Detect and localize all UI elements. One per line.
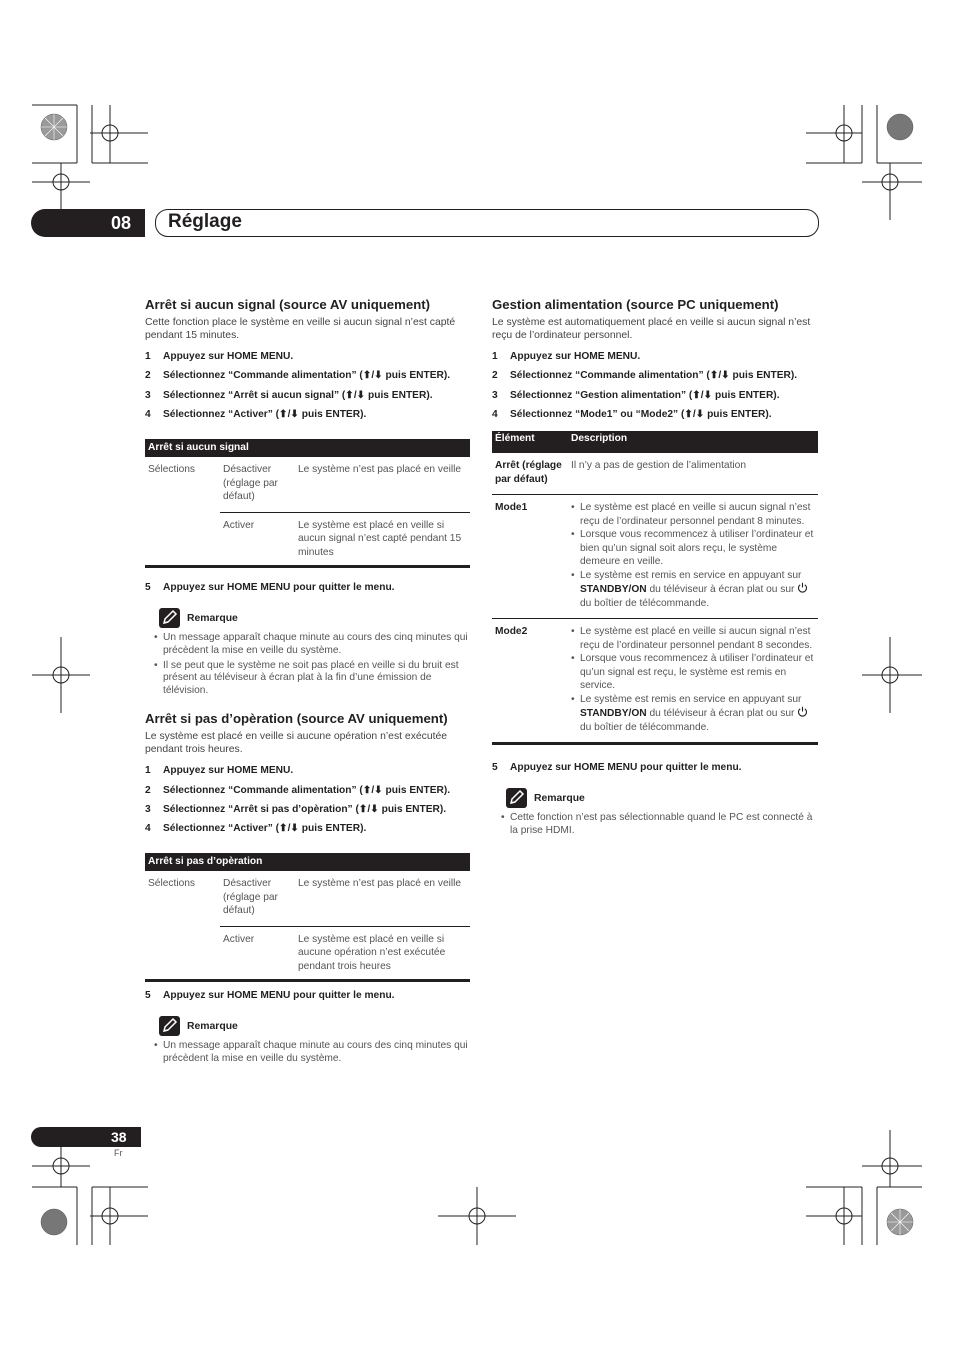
step-item (492, 761, 818, 774)
step-item (145, 784, 471, 797)
page-language: Fr (114, 1148, 123, 1158)
power-management-table (492, 431, 818, 745)
table-row (492, 453, 818, 495)
step-text: Appuyez sur HOME MENU pour quitter le menu. (163, 582, 395, 594)
note-block (145, 608, 471, 698)
step-number: 2 (145, 784, 151, 796)
right-column (492, 297, 818, 840)
pencil-icon (159, 608, 180, 628)
step-text: Appuyez sur HOME MENU pour quitter le menu. (163, 990, 395, 1002)
note-block (145, 1016, 471, 1066)
note-item: • Un message apparaît chaque minute au cours des cinq minutes qui précèdent la mise en veille du système. (145, 1040, 471, 1066)
chapter-title-bar (155, 209, 819, 237)
note-header (159, 608, 471, 628)
note-header (506, 788, 818, 808)
bullet-item: • Lorsque vous recommencez à utiliser l’ordinateur et bien qu’un signal soit alors reçu, le système demeure en veille. (571, 528, 815, 569)
step-list (492, 761, 818, 774)
note-title: Remarque (534, 792, 585, 804)
note-item: • Il se peut que le système ne soit pas placé en veille si du bruit est présent au téléviseur à écran plat à la fin d’une émission de télévision. (145, 660, 471, 698)
left-column (145, 297, 471, 1068)
note-list (145, 1040, 471, 1066)
power-icon (797, 584, 808, 595)
option-description: Le système n’est pas placé en veille (295, 457, 470, 512)
step-item (492, 389, 818, 402)
note-item: • Un message apparaît chaque minute au cours des cinq minutes qui précèdent la mise en veille du système. (145, 632, 471, 658)
step-text: Sélectionnez “Activer” (⬆/⬇ puis ENTER). (163, 823, 367, 835)
note-header (159, 1016, 471, 1036)
section-intro: Le système est placé en veille si aucune opération n’est exécutée pendant trois heures. (145, 731, 448, 755)
bullet-item: • Lorsque vous recommencez à utiliser l’ordinateur et qu’un signal est reçu, le système est remis en service. (571, 652, 815, 693)
table-col-header: Élément (492, 431, 568, 453)
table-header: Arrêt si pas d’opèration (145, 853, 470, 871)
step-text: Sélectionnez “Mode1” ou “Mode2” (⬆/⬇ puis ENTER). (510, 409, 772, 421)
step-item (145, 764, 471, 777)
note-title: Remarque (187, 1020, 238, 1032)
step-item (492, 369, 818, 382)
step-number: 5 (145, 582, 151, 594)
step-item (145, 803, 471, 816)
chapter-title: Réglage (168, 211, 242, 232)
step-number: 4 (145, 823, 151, 835)
step-item (492, 408, 818, 421)
bullet-text: du boîtier de télécommande. (580, 721, 710, 733)
step-item (145, 822, 471, 835)
step-number: 5 (492, 762, 498, 774)
section-no-signal (145, 297, 471, 698)
step-number: 2 (492, 370, 498, 382)
step-number: 1 (145, 351, 151, 363)
bullet-item (571, 569, 815, 611)
step-list (145, 350, 471, 421)
bullet-text: du boîtier de télécommande. (580, 597, 710, 609)
section-no-operation (145, 711, 471, 1066)
option-description: Le système est placé en veille si aucune opération n’est exécutée pendant trois heures (298, 933, 446, 972)
step-number: 2 (145, 370, 151, 382)
note-list (492, 812, 818, 838)
step-number: 4 (145, 409, 151, 421)
step-text: Appuyez sur HOME MENU pour quitter le menu. (510, 762, 742, 774)
step-list (492, 350, 818, 421)
option-description: Le système n’est pas placé en veille (295, 871, 470, 926)
note-block (492, 788, 818, 838)
step-item (492, 350, 818, 363)
option-name: Activer (223, 519, 255, 531)
standby-label: STANDBY/ON (580, 584, 647, 596)
row-key: Mode2 (492, 619, 568, 744)
pencil-icon (159, 1016, 180, 1036)
step-text: Sélectionnez “Arrêt si aucun signal” (⬆/⬇ puis ENTER). (163, 389, 433, 401)
section-intro: Cette fonction place le système en veille si aucun signal n’est capté pendant 15 minutes. (145, 317, 456, 341)
step-number: 1 (145, 765, 151, 777)
step-text: Sélectionnez “Gestion alimentation” (⬆/⬇ puis ENTER). (510, 389, 780, 401)
row-key: Mode1 (492, 495, 568, 619)
note-list (145, 632, 471, 698)
section-heading: Gestion alimentation (source PC uniquement) (492, 297, 779, 312)
step-number: 4 (492, 409, 498, 421)
step-item (145, 989, 471, 1002)
step-item (145, 350, 471, 363)
option-name: Désactiver (réglage par défaut) (220, 457, 295, 512)
table-row (145, 457, 470, 512)
bullet-list (571, 625, 815, 734)
table-label: Sélections (148, 464, 196, 476)
table-row (492, 495, 818, 619)
option-name: Activer (223, 933, 255, 945)
step-text: Sélectionnez “Commande alimentation” (⬆/⬇ puis ENTER). (510, 370, 798, 382)
bullet-text: du téléviseur à écran plat ou sur (646, 584, 798, 596)
row-description (568, 495, 818, 619)
table-header: Arrêt si aucun signal (145, 439, 470, 457)
step-text: Sélectionnez “Activer” (⬆/⬇ puis ENTER). (163, 409, 367, 421)
step-item (145, 581, 471, 594)
section-heading: Arrêt si aucun signal (source AV uniquement) (145, 297, 431, 312)
step-text: Appuyez sur HOME MENU. (163, 351, 294, 363)
step-number: 3 (492, 389, 498, 401)
note-item: • Cette fonction n’est pas sélectionnable quand le PC est connecté à la prise HDMI. (492, 812, 818, 838)
row-description: Il n’y a pas de gestion de l’alimentation (568, 453, 818, 495)
step-list (145, 764, 471, 835)
step-item (145, 408, 471, 421)
note-title: Remarque (187, 612, 238, 624)
step-item (145, 389, 471, 402)
table-col-header: Description (568, 431, 818, 453)
row-key: Arrêt (réglage par défaut) (492, 453, 568, 495)
pencil-icon (506, 788, 527, 808)
step-text: Sélectionnez “Arrêt si pas d’opèration” (⬆/⬇ puis ENTER). (163, 803, 447, 815)
step-list (145, 989, 471, 1002)
step-item (145, 369, 471, 382)
step-number: 3 (145, 803, 151, 815)
step-number: 5 (145, 990, 151, 1002)
settings-table (145, 439, 470, 568)
bullet-item: • Le système est placé en veille si aucun signal n’est reçu de l’ordinateur personnel pendant 8 secondes. (571, 625, 815, 652)
standby-label: STANDBY/ON (580, 708, 647, 720)
bullet-text: du téléviseur à écran plat ou sur (646, 708, 798, 720)
bullet-item: • Le système est placé en veille si aucun signal n’est reçu de l’ordinateur personnel pendant 8 minutes. (571, 501, 815, 528)
section-heading: Arrêt si pas d’opèration (source AV uniquement) (145, 711, 448, 727)
step-text: Sélectionnez “Commande alimentation” (⬆/⬇ puis ENTER). (163, 784, 451, 796)
step-number: 1 (492, 351, 498, 363)
bullet-item (571, 693, 815, 735)
step-text: Appuyez sur HOME MENU. (163, 765, 294, 777)
settings-table (145, 853, 470, 982)
bullet-text: Le système est remis en service en appuyant sur (580, 569, 802, 581)
step-text: Appuyez sur HOME MENU. (510, 351, 641, 363)
step-number: 3 (145, 389, 151, 401)
power-icon (797, 708, 808, 719)
bullet-text: Le système est remis en service en appuyant sur (580, 693, 802, 705)
page-number: 38 (111, 1129, 127, 1145)
option-name: Désactiver (réglage par défaut) (220, 871, 295, 926)
bullet-list (571, 501, 815, 610)
row-description (568, 619, 818, 744)
step-list (145, 581, 471, 594)
table-label: Sélections (148, 878, 196, 890)
chapter-number: 08 (111, 213, 132, 233)
option-description: Le système est placé en veille si aucun signal n’est capté pendant 15 minutes (298, 519, 462, 558)
table-row (145, 871, 470, 926)
table-row (492, 619, 818, 744)
section-intro: Le système est automatiquement placé en veille si aucun signal n’est reçu de l’ordinateur personnel. (492, 317, 811, 341)
step-text: Sélectionnez “Commande alimentation” (⬆/⬇ puis ENTER). (163, 370, 451, 382)
